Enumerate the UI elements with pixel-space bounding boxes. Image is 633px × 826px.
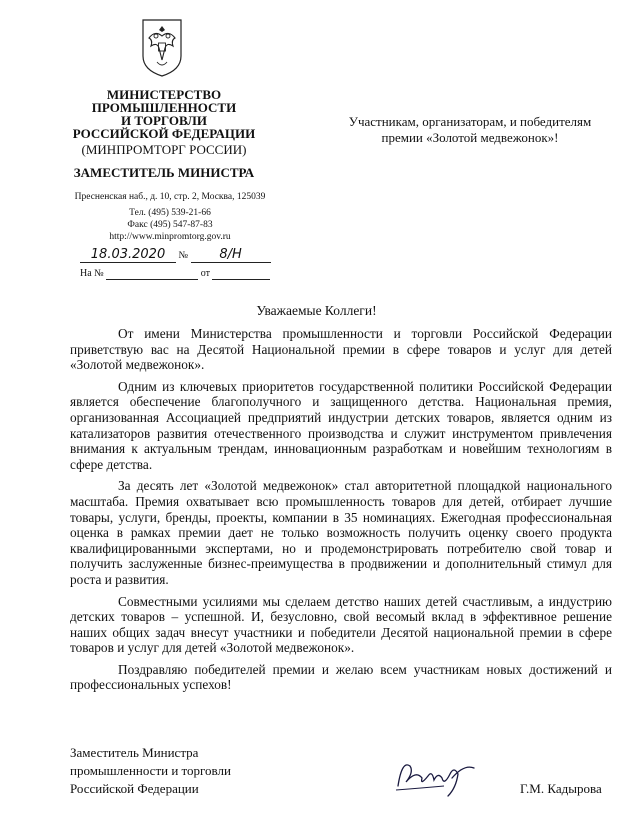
org-name-line-4: РОССИЙСКОЙ ФЕДЕРАЦИИ [72,126,256,141]
reference-row [80,268,270,280]
website: http://www.minpromtorg.gov.ru [109,232,231,242]
org-short-name: (МИНПРОМТОРГ РОССИИ) [81,142,247,157]
address: Пресненская наб., д. 10, стр. 2, Москва, 125039 [74,192,266,202]
org-name-line-2: ПРОМЫШЛЕННОСТИ [91,100,237,115]
signatory-line-3: Российской Федерации [70,781,199,796]
org-name-line-1: МИНИСТЕРСТВО [106,87,222,102]
letter-body [70,326,612,699]
fax: Факс (495) 547-87-83 [127,220,213,230]
reference-number-line [106,268,198,280]
signatory-position [70,744,231,798]
reference-date-line [212,268,270,280]
signatory-name: Г.М. Кадырова [520,781,602,796]
phone: Тел. (495) 539-21-66 [129,208,211,218]
addressee-line-1: Участникам, организаторам, и победителям [348,114,592,129]
body-paragraph-3: За десять лет «Золотой медвежонок» стал авторитетной площадкой национального масштаба. Премия охватывает всю промышленность товаров для детей, отбирает лучшие товары, услуги, бренды, проекты, компании в 35 номинациях. Ежегодная профессиональная оценка в рамках премии дает не только возможность получить оценку своего продукта квалифицированными экспертами, но и продемонстрировать потребителю свой товар и получить заслуженные бизнес-преимущества в продвижении и дополнительный стимул для роста и развития. [70,478,612,587]
registration-row [80,247,271,263]
reference-label: На № [80,268,104,279]
addressee [330,114,610,146]
coat-of-arms-icon [137,16,187,78]
signatory-line-1: Заместитель Министра [70,745,199,760]
document-date: 18.03.2020 [80,247,176,263]
org-name-line-3: И ТОРГОВЛИ [121,113,207,128]
body-paragraph-2: Одним из ключевых приоритетов государственной политики Российской Федерации является обеспечение благополучного и защищенного детства. Национальная премия, организованная Ассоциацией предприятий индустрии детских товаров, является одним из катализаторов развития отечественного производства и служит инструментом привлечения внимания к актуальным трендам, инновационным разработкам и новейшим технологиям в сфере детства. [70,378,612,472]
handwritten-signature-icon [392,752,478,800]
body-paragraph-1: От имени Министерства промышленности и торговли Российской Федерации приветствую вас на Десятой Национальной премии в сфере товаров и услуг для детей «Золотой медвежонок». [70,326,612,373]
signatory-line-2: промышленности и торговли [70,763,231,778]
body-paragraph-4: Совместными усилиями мы сделаем детство наших детей счастливым, а индустрию детских товаров – успешной. И, безусловно, свой весомый вклад в эффективное решение наших общих задач внесут участники и победители Десятой национальной премии в сфере товаров и услуг для детей «Золотой медвежонок». [70,593,612,656]
salutation: Уважаемые Коллеги! [256,303,377,318]
reference-from-label: от [200,268,210,279]
number-label: № [178,250,189,261]
body-paragraph-5: Поздравляю победителей премии и желаю всем участникам новых достижений и профессиональных успехов! [70,661,612,693]
addressee-line-2: премии «Золотой медвежонок»! [381,130,559,145]
document-number: 8/Н [191,247,271,263]
position-title: ЗАМЕСТИТЕЛЬ МИНИСТРА [73,165,255,180]
